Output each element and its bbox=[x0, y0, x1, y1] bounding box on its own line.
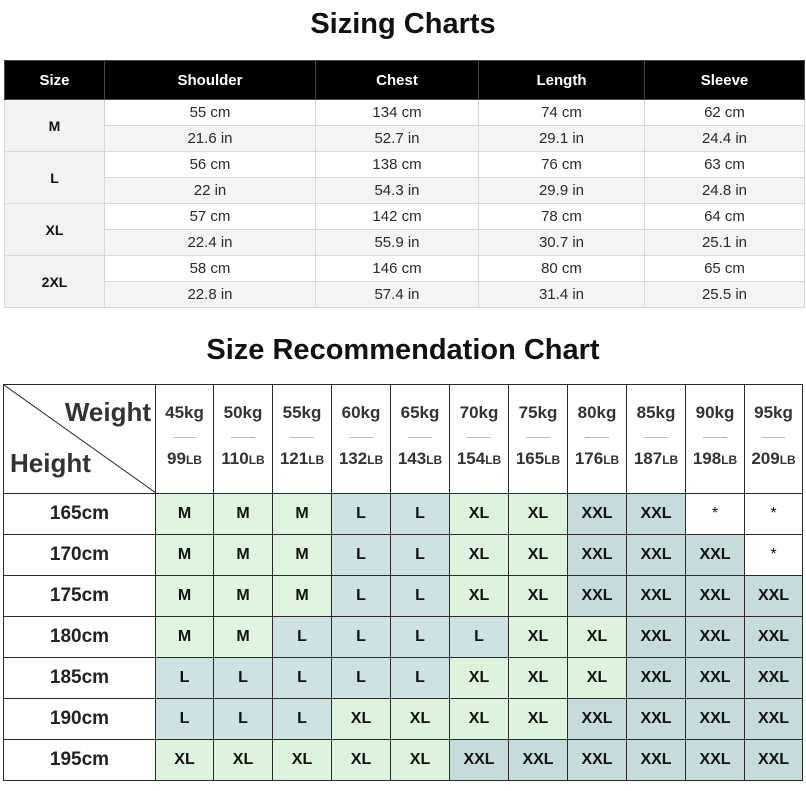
weight-lb bbox=[450, 449, 508, 469]
weight-column-header bbox=[332, 385, 391, 494]
size-row-in bbox=[5, 178, 805, 204]
size-label: M bbox=[5, 100, 105, 152]
recommended-size-cell: XXL bbox=[509, 740, 568, 781]
weight-lb-unit: LB bbox=[426, 453, 443, 467]
size-row-cm bbox=[5, 152, 805, 178]
measurement-cm: 76 cm bbox=[479, 152, 645, 178]
weight-lb-unit: LB bbox=[662, 453, 679, 467]
measurement-in: 22.4 in bbox=[105, 230, 316, 256]
weight-column-header bbox=[745, 385, 803, 494]
recommended-size-cell: L bbox=[273, 699, 332, 740]
header-size: Size bbox=[5, 61, 105, 100]
weight-divider bbox=[290, 437, 313, 438]
recommended-size-cell: XXL bbox=[745, 658, 803, 699]
recommended-size-cell: XL bbox=[391, 699, 450, 740]
measurement-cm: 74 cm bbox=[479, 100, 645, 126]
height-row bbox=[4, 576, 803, 617]
height-label: 175cm bbox=[4, 576, 156, 617]
weight-lb-value: 99 bbox=[167, 449, 186, 468]
weight-lb-value: 110 bbox=[221, 449, 249, 468]
recommended-size-cell: XXL bbox=[627, 699, 686, 740]
recommended-size-cell: L bbox=[214, 699, 273, 740]
recommended-size-cell: XXL bbox=[686, 576, 745, 617]
weight-lb-unit: LB bbox=[721, 453, 738, 467]
weight-lb-value: 165 bbox=[515, 449, 545, 468]
recommended-size-cell: XL bbox=[568, 617, 627, 658]
recommended-size-cell: XXL bbox=[627, 617, 686, 658]
recommended-size-cell: XL bbox=[450, 699, 509, 740]
recommendation-chart-title: Size Recommendation Chart bbox=[206, 334, 600, 366]
recommended-size-cell: XXL bbox=[686, 535, 745, 576]
recommended-size-cell: XL bbox=[509, 494, 568, 535]
recommended-size-cell: XXL bbox=[745, 699, 803, 740]
corner-cell bbox=[4, 385, 156, 494]
weight-column-header bbox=[568, 385, 627, 494]
recommended-size-cell: XXL bbox=[627, 740, 686, 781]
weight-axis-label: Weight bbox=[64, 397, 151, 427]
recommended-size-cell: M bbox=[156, 494, 214, 535]
size-row-in bbox=[5, 230, 805, 256]
recommended-size-cell: L bbox=[156, 658, 214, 699]
weight-column-header bbox=[627, 385, 686, 494]
weight-kg: 50kg bbox=[223, 403, 263, 422]
recommended-size-cell: XL bbox=[214, 740, 273, 781]
weight-lb bbox=[214, 449, 272, 469]
weight-lb-value: 132 bbox=[338, 449, 368, 468]
size-row-cm bbox=[5, 204, 805, 230]
recommended-size-cell: M bbox=[214, 535, 273, 576]
weight-divider bbox=[644, 437, 667, 438]
sizing-header-row bbox=[5, 61, 805, 100]
recommended-size-cell: XL bbox=[450, 576, 509, 617]
weight-divider bbox=[703, 437, 726, 438]
weight-divider bbox=[526, 437, 549, 438]
recommended-size-cell: XXL bbox=[568, 494, 627, 535]
weight-kg: 45kg bbox=[165, 403, 204, 422]
measurement-in: 54.3 in bbox=[316, 178, 479, 204]
measurement-cm: 138 cm bbox=[316, 152, 479, 178]
measurement-in: 29.9 in bbox=[479, 178, 645, 204]
recommendation-body bbox=[4, 494, 803, 781]
recommended-size-cell: L bbox=[273, 658, 332, 699]
recommended-size-cell: XL bbox=[156, 740, 214, 781]
recommended-size-cell: XXL bbox=[568, 740, 627, 781]
weight-lb bbox=[332, 449, 390, 469]
weight-divider bbox=[231, 437, 254, 438]
weight-divider bbox=[467, 437, 490, 438]
height-row bbox=[4, 494, 803, 535]
height-label: 165cm bbox=[4, 494, 156, 535]
recommended-size-cell: XL bbox=[332, 740, 391, 781]
header-sleeve: Sleeve bbox=[645, 61, 805, 100]
measurement-cm: 65 cm bbox=[645, 256, 805, 282]
recommended-size-cell: XL bbox=[509, 535, 568, 576]
recommended-size-cell: L bbox=[273, 617, 332, 658]
weight-lb-value: 198 bbox=[692, 449, 722, 468]
recommended-size-cell: L bbox=[391, 617, 450, 658]
height-label: 170cm bbox=[4, 535, 156, 576]
header-shoulder: Shoulder bbox=[105, 61, 316, 100]
recommended-size-cell: XXL bbox=[686, 699, 745, 740]
weight-lb-unit: LB bbox=[308, 453, 325, 467]
measurement-in: 29.1 in bbox=[479, 126, 645, 152]
measurement-cm: 142 cm bbox=[316, 204, 479, 230]
recommended-size-cell: XL bbox=[450, 494, 509, 535]
weight-lb-value: 187 bbox=[633, 449, 663, 468]
weight-lb-value: 143 bbox=[397, 449, 427, 468]
height-axis-label: Height bbox=[10, 448, 91, 478]
recommended-size-cell: XXL bbox=[568, 699, 627, 740]
recommended-size-cell: L bbox=[391, 535, 450, 576]
height-label: 190cm bbox=[4, 699, 156, 740]
weight-lb-value: 154 bbox=[456, 449, 486, 468]
measurement-in: 57.4 in bbox=[316, 282, 479, 308]
size-label: 2XL bbox=[5, 256, 105, 308]
recommended-size-cell: M bbox=[214, 576, 273, 617]
recommended-size-cell: L bbox=[332, 617, 391, 658]
weight-lb-unit: LB bbox=[185, 453, 202, 467]
recommended-size-cell: XXL bbox=[686, 617, 745, 658]
weight-lb-unit: LB bbox=[367, 453, 384, 467]
size-row-in bbox=[5, 126, 805, 152]
recommended-size-cell: L bbox=[391, 658, 450, 699]
measurement-cm: 57 cm bbox=[105, 204, 316, 230]
recommended-size-cell: XL bbox=[509, 658, 568, 699]
recommended-size-cell: L bbox=[332, 576, 391, 617]
size-label: XL bbox=[5, 204, 105, 256]
recommended-size-cell: XL bbox=[450, 658, 509, 699]
weight-kg: 95kg bbox=[754, 403, 793, 422]
recommended-size-cell: L bbox=[450, 617, 509, 658]
weight-lb bbox=[156, 449, 213, 469]
measurement-in: 25.1 in bbox=[645, 230, 805, 256]
recommended-size-cell: XL bbox=[509, 576, 568, 617]
measurement-in: 24.4 in bbox=[645, 126, 805, 152]
weight-lb-unit: LB bbox=[248, 453, 265, 467]
measurement-cm: 80 cm bbox=[479, 256, 645, 282]
measurement-cm: 56 cm bbox=[105, 152, 316, 178]
weight-column-header bbox=[391, 385, 450, 494]
weight-divider bbox=[173, 437, 196, 438]
size-row-cm bbox=[5, 256, 805, 282]
weight-lb-unit: LB bbox=[779, 453, 796, 467]
weight-lb-value: 121 bbox=[279, 449, 309, 468]
recommended-size-cell: XXL bbox=[686, 740, 745, 781]
weight-kg: 65kg bbox=[400, 403, 440, 422]
weight-kg: 55kg bbox=[282, 403, 322, 422]
weight-divider bbox=[585, 437, 608, 438]
recommended-size-cell: XXL bbox=[450, 740, 509, 781]
recommended-size-cell: XXL bbox=[568, 535, 627, 576]
header-length: Length bbox=[479, 61, 645, 100]
measurement-cm: 64 cm bbox=[645, 204, 805, 230]
height-label: 195cm bbox=[4, 740, 156, 781]
weight-kg: 85kg bbox=[636, 403, 676, 422]
weight-lb bbox=[627, 449, 685, 469]
recommended-size-cell: M bbox=[273, 535, 332, 576]
weight-kg: 70kg bbox=[459, 403, 499, 422]
size-label: L bbox=[5, 152, 105, 204]
weight-header-row bbox=[4, 385, 803, 494]
measurement-cm: 62 cm bbox=[645, 100, 805, 126]
recommended-size-cell: XL bbox=[391, 740, 450, 781]
measurement-cm: 146 cm bbox=[316, 256, 479, 282]
sizing-table bbox=[4, 60, 805, 308]
measurement-in: 25.5 in bbox=[645, 282, 805, 308]
recommended-size-cell: * bbox=[745, 535, 803, 576]
recommended-size-cell: XXL bbox=[745, 740, 803, 781]
height-row bbox=[4, 658, 803, 699]
height-label: 180cm bbox=[4, 617, 156, 658]
weight-lb bbox=[745, 449, 802, 469]
weight-lb-unit: LB bbox=[603, 453, 620, 467]
weight-column-header bbox=[214, 385, 273, 494]
recommended-size-cell: XXL bbox=[627, 658, 686, 699]
recommended-size-cell: L bbox=[332, 658, 391, 699]
recommended-size-cell: L bbox=[391, 576, 450, 617]
weight-column-header bbox=[450, 385, 509, 494]
measurement-in: 24.8 in bbox=[645, 178, 805, 204]
weight-lb-unit: LB bbox=[485, 453, 502, 467]
measurement-in: 31.4 in bbox=[479, 282, 645, 308]
sizing-body bbox=[5, 100, 805, 308]
measurement-in: 21.6 in bbox=[105, 126, 316, 152]
recommended-size-cell: * bbox=[686, 494, 745, 535]
weight-lb bbox=[509, 449, 567, 469]
measurement-cm: 78 cm bbox=[479, 204, 645, 230]
recommended-size-cell: L bbox=[332, 494, 391, 535]
weight-kg: 60kg bbox=[341, 403, 381, 422]
recommended-size-cell: * bbox=[745, 494, 803, 535]
weight-kg: 75kg bbox=[518, 403, 558, 422]
sizing-chart-title: Sizing Charts bbox=[310, 8, 496, 40]
weight-lb bbox=[391, 449, 449, 469]
measurement-in: 52.7 in bbox=[316, 126, 479, 152]
measurement-in: 55.9 in bbox=[316, 230, 479, 256]
weight-divider bbox=[408, 437, 431, 438]
measurement-in: 30.7 in bbox=[479, 230, 645, 256]
recommended-size-cell: XXL bbox=[745, 617, 803, 658]
recommended-size-cell: XXL bbox=[627, 535, 686, 576]
recommended-size-cell: XL bbox=[450, 535, 509, 576]
recommended-size-cell: XL bbox=[509, 617, 568, 658]
weight-column-header bbox=[156, 385, 214, 494]
weight-kg: 80kg bbox=[577, 403, 617, 422]
measurement-cm: 58 cm bbox=[105, 256, 316, 282]
weight-lb bbox=[273, 449, 331, 469]
size-row-in bbox=[5, 282, 805, 308]
recommendation-table bbox=[3, 384, 803, 781]
recommended-size-cell: XL bbox=[568, 658, 627, 699]
recommended-size-cell: L bbox=[391, 494, 450, 535]
recommended-size-cell: XL bbox=[273, 740, 332, 781]
recommended-size-cell: M bbox=[214, 494, 273, 535]
weight-column-header bbox=[273, 385, 332, 494]
recommended-size-cell: M bbox=[156, 535, 214, 576]
weight-lb-value: 176 bbox=[574, 449, 604, 468]
height-label: 185cm bbox=[4, 658, 156, 699]
recommended-size-cell: XXL bbox=[627, 494, 686, 535]
height-row bbox=[4, 699, 803, 740]
height-row bbox=[4, 740, 803, 781]
recommended-size-cell: M bbox=[273, 494, 332, 535]
recommended-size-cell: L bbox=[156, 699, 214, 740]
recommended-size-cell: XXL bbox=[568, 576, 627, 617]
recommended-size-cell: L bbox=[332, 535, 391, 576]
weight-divider bbox=[349, 437, 372, 438]
recommended-size-cell: XL bbox=[509, 699, 568, 740]
header-chest: Chest bbox=[316, 61, 479, 100]
measurement-cm: 134 cm bbox=[316, 100, 479, 126]
weight-divider bbox=[762, 437, 785, 438]
weight-column-header bbox=[509, 385, 568, 494]
weight-lb bbox=[686, 449, 744, 469]
weight-lb-value: 209 bbox=[751, 449, 780, 468]
recommended-size-cell: M bbox=[214, 617, 273, 658]
size-row-cm bbox=[5, 100, 805, 126]
weight-lb bbox=[568, 449, 626, 469]
height-row bbox=[4, 617, 803, 658]
measurement-cm: 63 cm bbox=[645, 152, 805, 178]
weight-column-header bbox=[686, 385, 745, 494]
recommended-size-cell: M bbox=[273, 576, 332, 617]
weight-kg: 90kg bbox=[695, 403, 735, 422]
recommended-size-cell: M bbox=[156, 576, 214, 617]
height-row bbox=[4, 535, 803, 576]
recommended-size-cell: XL bbox=[332, 699, 391, 740]
measurement-cm: 55 cm bbox=[105, 100, 316, 126]
weight-lb-unit: LB bbox=[544, 453, 561, 467]
recommended-size-cell: XXL bbox=[686, 658, 745, 699]
measurement-in: 22.8 in bbox=[105, 282, 316, 308]
recommended-size-cell: XXL bbox=[627, 576, 686, 617]
measurement-in: 22 in bbox=[105, 178, 316, 204]
recommended-size-cell: M bbox=[156, 617, 214, 658]
recommended-size-cell: XXL bbox=[745, 576, 803, 617]
recommended-size-cell: L bbox=[214, 658, 273, 699]
